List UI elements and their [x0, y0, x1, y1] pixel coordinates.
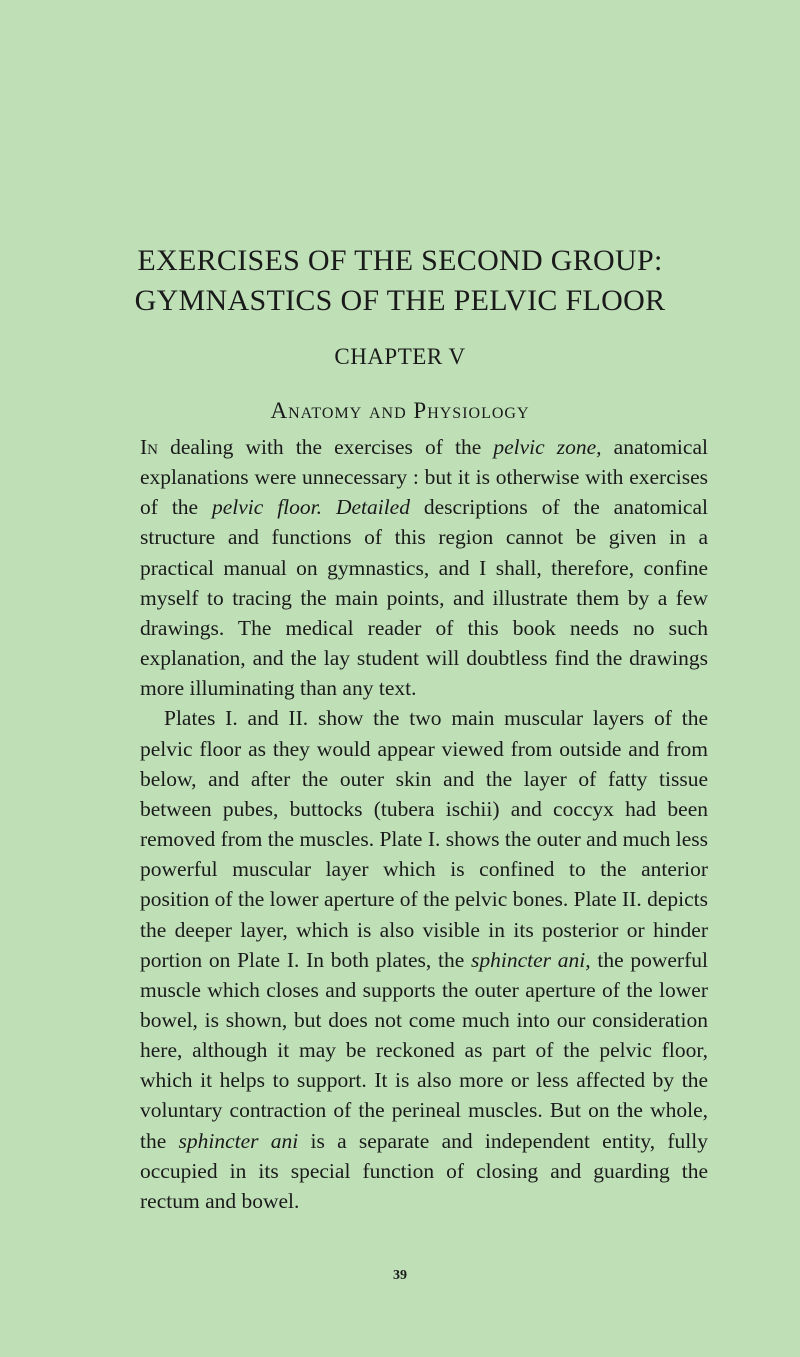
paragraph-1-text-c — [322, 495, 336, 519]
page-number: 39 — [393, 1268, 407, 1283]
section-title: Anatomy and Physiology — [270, 398, 530, 423]
paragraph-2-text-c: is a separate and independent entity, fully occupied in its special function of closing and guarding the rectum and bowel. — [140, 1128, 708, 1213]
paragraph-1-text-b: anatomical explanations were unnecessary : but it is otherwise with exercises of the — [140, 435, 708, 520]
paragraph-2-emphasis-sphincter-ani-1: sphincter ani, — [471, 947, 591, 972]
paragraph-1-emphasis-pelvic-zone: pelvic zone, — [493, 435, 602, 459]
paragraph-1 — [140, 432, 708, 703]
paragraph-2 — [140, 703, 708, 1216]
paragraph-2-emphasis-sphincter-ani-2: sphincter ani — [178, 1128, 299, 1153]
paragraph-2-text-b: the powerful muscle which closes and supports the outer aperture of the lower bowel, is shown, but does not come much into our consideration here, although it may be reckoned as part of the pelvic floor, which it helps to support. It is also more or less affected by the voluntary contraction of the perineal muscles. But on the whole, the — [140, 947, 708, 1153]
paragraph-1-emphasis-detailed: Detailed — [335, 495, 410, 520]
title-line-1: EXERCISES OF THE SECOND GROUP: — [137, 244, 663, 277]
body-text — [140, 432, 708, 1216]
paragraph-1-text-d: descriptions of the anatomical structure and functions of this region cannot be given in a practical manual on gymnastics, and I shall, therefore, confine myself to tracing the main points, and illustrate them by a few drawings. The medical reader of this book needs no such explanation, and the lay student will doubtless find the drawings more illuminating than any text. — [140, 495, 708, 701]
paragraph-1-text-a: dealing with the exercises of the — [158, 435, 494, 459]
paragraph-1-lead: In — [140, 435, 158, 459]
paragraph-2-text-a: Plates I. and II. show the two main muscular layers of the pelvic floor as they would appear viewed from outside and from below, and after the outer skin and the layer of fatty tissue between pubes, buttocks (tubera ischii) and coccyx had been removed from the muscles. Plate I. shows the outer and much less powerful muscular layer which is confined to the anterior position of the lower aperture of the pelvic bones. Plate II. depicts the deeper layer, which is also visible in its posterior or hinder portion on Plate I. In both plates, the — [140, 706, 708, 972]
paragraph-1-emphasis-pelvic-floor: pelvic floor. — [211, 495, 323, 520]
chapter-heading: CHAPTER V — [334, 344, 466, 369]
title-line-2: GYMNASTICS OF THE PELVIC FLOOR — [134, 284, 666, 317]
